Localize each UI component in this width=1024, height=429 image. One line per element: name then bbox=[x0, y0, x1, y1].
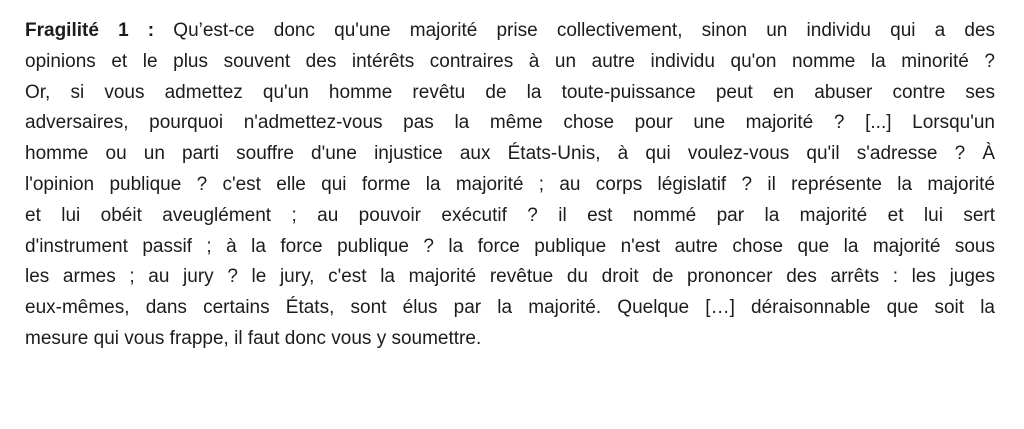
paragraph-line-3: Or, si vous admettez qu'un homme revêtu de la toute-puissance peut en abuser contre ses bbox=[25, 81, 995, 103]
paragraph-line-1 bbox=[25, 16, 995, 47]
paragraph-line-9: les armes ; au jury ? le jury, c'est la majorité revêtue du droit de prononcer des arrêts : les juges bbox=[25, 266, 995, 288]
paragraph-heading: Fragilité 1 : bbox=[25, 20, 155, 41]
paragraph-line-2: opinions et le plus souvent des intérêts contraires à un autre individu qu'on nomme la minorité ? bbox=[25, 50, 995, 72]
quote-paragraph bbox=[25, 16, 995, 355]
paragraph-line-1-text: Qu’est-ce donc qu'une majorité prise collectivement, sinon un individu qui a des bbox=[173, 20, 996, 41]
paragraph-line-11: mesure qui vous frappe, il faut donc vous y soumettre. bbox=[25, 327, 482, 349]
paragraph-line-6: l'opinion publique ? c'est elle qui forme la majorité ; au corps législatif ? il représente la majorité bbox=[25, 173, 995, 195]
paragraph-line-10: eux-mêmes, dans certains États, sont élus par la majorité. Quelque […] déraisonnable que soit la bbox=[25, 297, 995, 319]
paragraph-line-5: homme ou un parti souffre d'une injustice aux États-Unis, à qui voulez-vous qu'il s'adresse ? À bbox=[25, 143, 995, 165]
paragraph-line-8: d'instrument passif ; à la force publique ? la force publique n'est autre chose que la majorité sous bbox=[25, 235, 995, 257]
paragraph-line-7: et lui obéit aveuglément ; au pouvoir exécutif ? il est nommé par la majorité et lui sert bbox=[25, 204, 995, 226]
paragraph-line-4: adversaires, pourquoi n'admettez-vous pas la même chose pour une majorité ? [...] Lorsqu'un bbox=[25, 112, 995, 134]
